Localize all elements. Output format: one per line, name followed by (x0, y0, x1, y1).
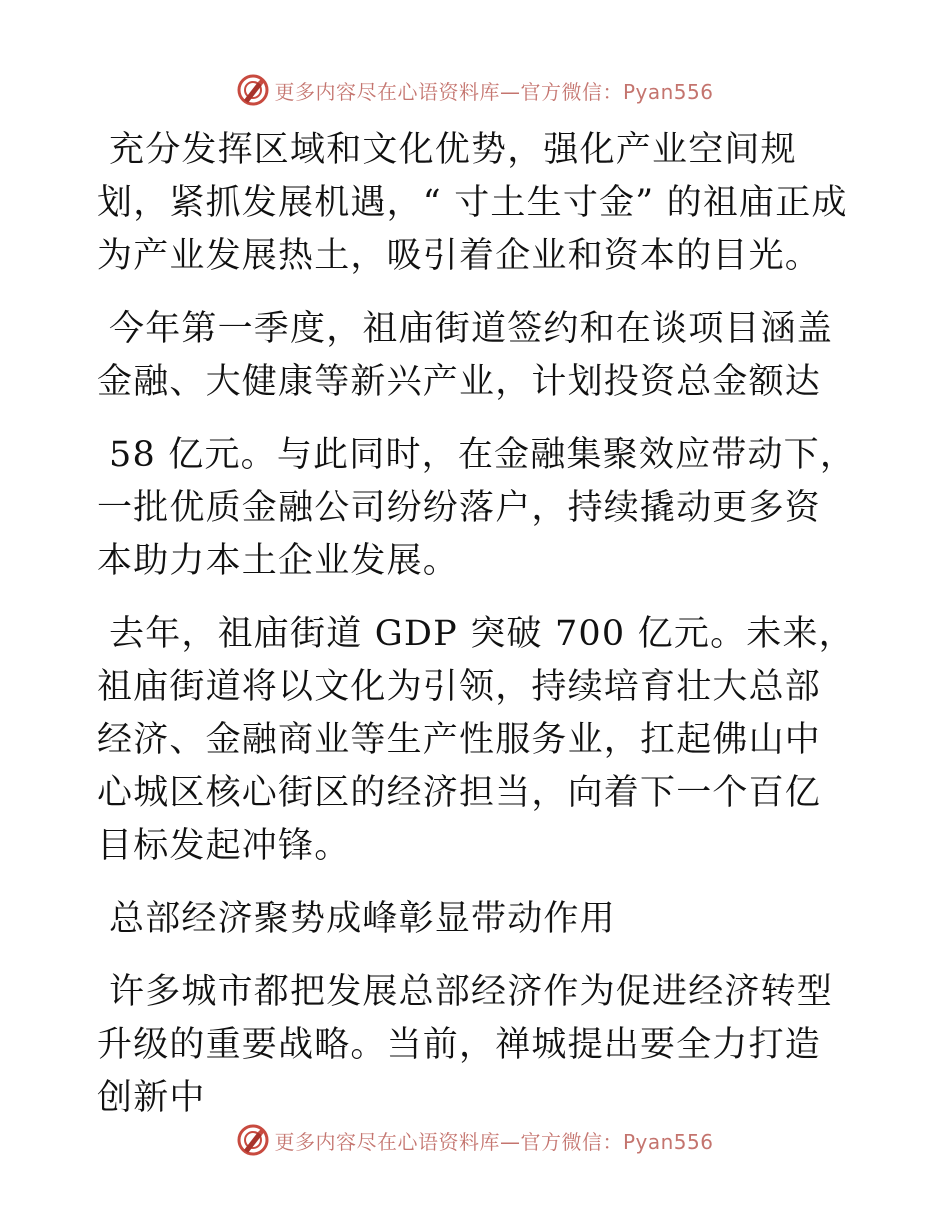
red-circle-pen-logo-icon (236, 1123, 270, 1157)
red-circle-pen-logo-icon (236, 73, 270, 107)
paragraph: 去年，祖庙街道 GDP 突破 700 亿元。未来，祖庙街道将以文化为引领，持续培育壮大总部经济、金融商业等生产性服务业，扛起佛山中心城区核心街区的经济担当，向着下一个百亿目标发起冲锋。 (97, 614, 855, 866)
section-heading: 总部经济聚势成峰彰显带动作用 (109, 899, 616, 939)
watermark-banner-top (0, 70, 950, 110)
paragraph: 今年第一季度，祖庙街道签约和在谈项目涵盖金融、大健康等新兴产业，计划投资总金额达 (97, 309, 834, 402)
paragraph: 许多城市都把发展总部经济作为促进经济转型升级的重要战略。当前，禅城提出要全力打造创新中 (97, 972, 834, 1118)
paragraph: 充分发挥区域和文化优势，强化产业空间规划，紧抓发展机遇，“ 寸土生寸金” 的祖庙正成为产业发展热土，吸引着企业和资本的目光。 (97, 130, 848, 276)
watermark-banner-bottom (0, 1120, 950, 1160)
watermark-text: 更多内容尽在心语资料库—官方微信：Pyan556 (274, 1129, 714, 1154)
watermark-text: 更多内容尽在心语资料库—官方微信：Pyan556 (274, 79, 714, 104)
document-body (97, 124, 857, 1145)
paragraph: 58 亿元。与此同时，在金融集聚效应带动下，一批优质金融公司纷纷落户，持续撬动更多资本助力本土企业发展。 (97, 435, 857, 581)
